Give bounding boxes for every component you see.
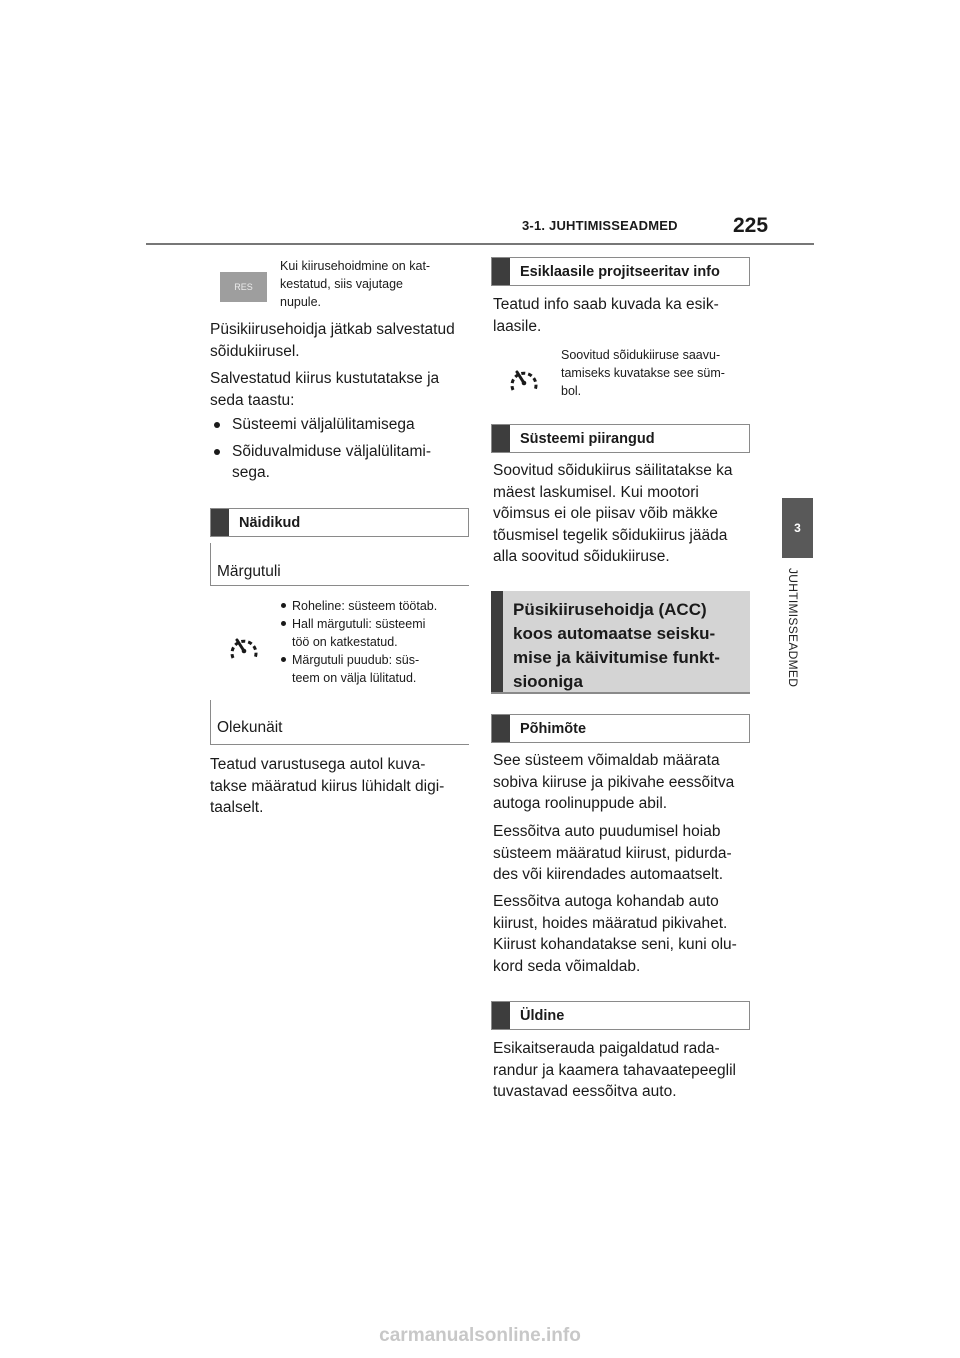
paragraph-limits: Soovitud sõidukiirus säilitatakse ka mäest laskumisel. Kui mootori võimsus ei ole piisav võib mäkke tõusmisel tegelik sõidukiirus jääda alla soovitud sõidukiiruse.: [493, 462, 733, 565]
indicator-states-list: [281, 597, 471, 687]
list-item: Märgutuli puudub: süs- teem on välja lülitatud.: [281, 651, 471, 687]
section-title: Esiklaasile projitseeritav info: [520, 263, 720, 280]
chapter-title-acc: [491, 591, 750, 694]
paragraph-principle-1: See süsteem võimaldab määrata sobiva kiiruse ja pikivahe eessõitva autoga roolinuppude abil.: [493, 752, 735, 812]
list-item: Süsteemi väljalülitamisega: [210, 414, 470, 436]
paragraph-principle-2: Eessõitva auto puudumisel hoiab süsteem määratud kiirust, pidurda- des või kiirendades automaatselt.: [493, 823, 732, 883]
paragraph-digital-speed: Teatud varustusega autol kuva- takse määratud kiirus lühidalt digi- taalselt.: [210, 756, 445, 816]
header-divider: [146, 243, 814, 245]
clear-conditions-list: [210, 414, 470, 484]
section-title: Üldine: [520, 1007, 565, 1024]
list-item: Sõiduvalmiduse väljalülitami- sega.: [210, 441, 470, 484]
hud-symbol-description: Soovitud sõidukiiruse saavu- tamiseks kuvatakse see süm- bol.: [561, 348, 725, 398]
section-header-principle: [491, 714, 750, 743]
section-marker: [492, 1002, 510, 1029]
indicator-lamp-label: Märgutuli: [217, 563, 281, 580]
section-marker: [492, 425, 510, 452]
chapter-side-label: [786, 568, 808, 718]
section-title: Näidikud: [239, 514, 301, 531]
acc-title: Püsikiirusehoidja (ACC) koos automaatse seisku- mise ja käivitumise funkt- siooniga: [513, 600, 720, 691]
speedometer-icon: [508, 364, 540, 394]
status-display-label: Olekunäit: [217, 719, 283, 736]
section-header-naidikud: [210, 508, 469, 537]
list-item: Roheline: süsteem töötab.: [281, 597, 471, 615]
section-header-hud: [491, 257, 750, 286]
table-border: [210, 700, 211, 744]
table-border: [210, 585, 469, 586]
section-header-general: [491, 1001, 750, 1030]
section-title: Põhimõte: [520, 720, 587, 737]
paragraph-hud: Teatud info saab kuvada ka esik- laasile.: [493, 296, 719, 335]
chapter-side-label-text: JUHTIMISSEADMED: [786, 568, 800, 688]
table-border: [210, 744, 469, 745]
section-title: Süsteemi piirangud: [520, 430, 655, 447]
paragraph-clear-speed: Salvestatud kiirus kustutatakse ja seda taastu:: [210, 370, 440, 409]
section-marker: [211, 509, 229, 536]
paragraph-principle-3: Eessõitva autoga kohandab auto kiirust, hoides määratud pikivahet. Kiirust kohandatakse seni, kuni olu- kord seda võimaldab.: [493, 893, 737, 975]
speedometer-icon: [228, 632, 260, 662]
res-button-icon: [220, 272, 267, 302]
res-button-label: RES: [234, 282, 253, 292]
section-marker: [492, 258, 510, 285]
chapter-number: 3: [794, 521, 801, 535]
section-marker: [491, 591, 503, 692]
section-header-limits: [491, 424, 750, 453]
section-header: 3-1. JUHTIMISSEADMED: [522, 218, 678, 233]
res-instruction: Kui kiirusehoidmine on kat- kestatud, siis vajutage nupule.: [280, 259, 431, 309]
chapter-tab: [782, 498, 813, 558]
section-marker: [492, 715, 510, 742]
paragraph-saved-speed: Püsikiirusehoidja jätkab salvestatud sõidukiirusel.: [210, 321, 455, 360]
list-item: Hall märgutuli: süsteemi töö on katkestatud.: [281, 615, 471, 651]
page-number: 225: [733, 214, 769, 237]
table-border: [210, 543, 211, 585]
watermark: carmanualsonline.info: [379, 1325, 581, 1346]
paragraph-general: Esikaitserauda paigaldatud rada- randur ja kaamera tahavaatepeeglil tuvastavad eessõitva auto.: [493, 1040, 736, 1100]
